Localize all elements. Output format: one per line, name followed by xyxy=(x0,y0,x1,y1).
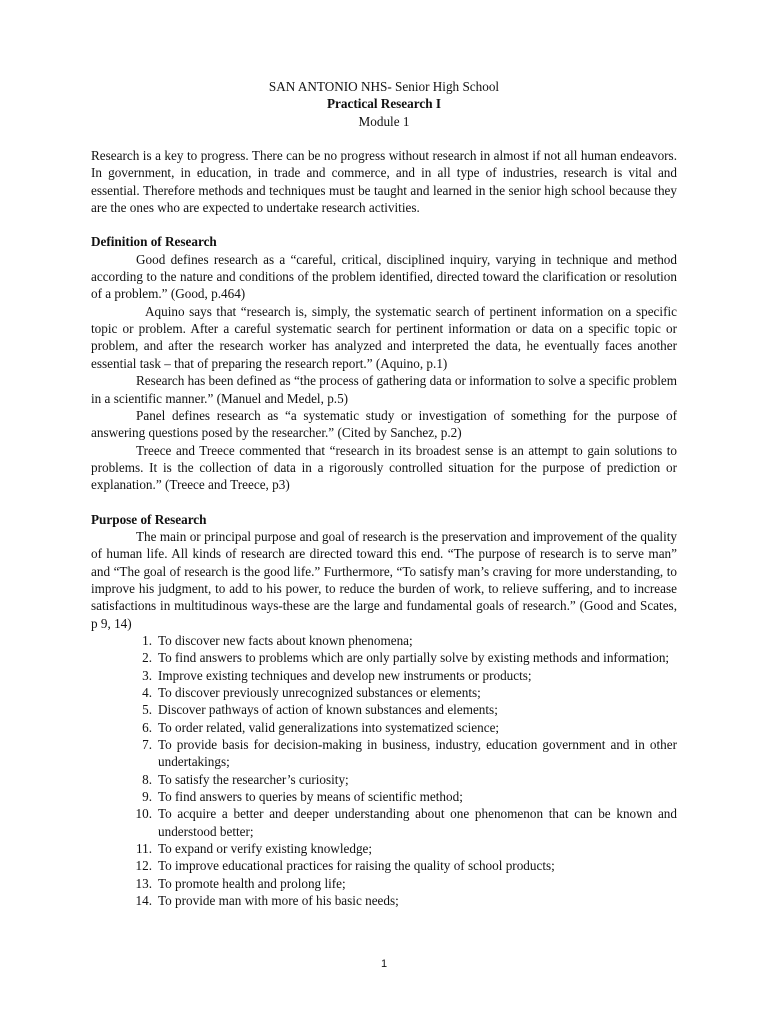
definition-paragraph-good: Good defines research as a “careful, critical, disciplined inquiry, varying in technique and method according to the nature and conditions of the problem identified, directed toward the clarification or resolution of a problem.” (Good, p.464) xyxy=(91,251,677,302)
list-item-text: Discover pathways of action of known substances and elements; xyxy=(158,702,498,718)
list-item-number: 8. xyxy=(142,771,152,787)
document-header xyxy=(91,78,677,130)
list-item-number: 14. xyxy=(135,893,152,909)
list-item-number: 2. xyxy=(142,650,152,666)
list-item-text: To find answers to problems which are only partially solve by existing methods and information; xyxy=(158,650,670,666)
list-item xyxy=(91,701,677,718)
list-item-text: To expand or verify existing knowledge; xyxy=(158,841,373,857)
definition-heading: Definition of Research xyxy=(91,234,217,250)
definition-paragraph-manuel: Research has been defined as “the process of gathering data or information to solve a specific problem in a scientific manner.” (Manuel and Medel, p.5) xyxy=(91,373,677,406)
list-item-number: 1. xyxy=(142,632,152,648)
definition-paragraph-treece: Treece and Treece commented that “research in its broadest sense is an attempt to gain solutions to problems. It is the collection of data in a rigorously controlled situation for the purpose of prediction or explanation.” (Treece and Treece, p3) xyxy=(91,442,677,493)
definition-paragraph-aquino: Aquino says that “research is, simply, the systematic search of pertinent information on a specific topic or problem. After a careful systematic search for pertinent information or data on a specific topic or problem, and after the research worker has analyzed and interpreted the data, he eventually faces another essential task – that of preparing the research report.” (Aquino, p.1) xyxy=(91,303,677,371)
list-item-number: 10. xyxy=(135,806,152,822)
list-item-text: To promote health and prolong life; xyxy=(158,875,346,891)
list-item-text: To order related, valid generalizations into systematized science; xyxy=(158,719,500,735)
list-item xyxy=(91,857,677,874)
purpose-paragraph: The main or principal purpose and goal of research is the preservation and improvement of the quality of human life. All kinds of research are directed toward this end. “The purpose of research is to serve man” and “The goal of research is the good life.” Furthermore, “To satisfy man’s craving for more understanding, to improve his judgment, to add to his power, to reduce the burden of work, to relieve suffering, and to increase satisfactions in multitudinous ways-these are the large and fundamental goals of research.” (Good and Scates, p 9, 14) xyxy=(91,528,677,631)
list-item-number: 6. xyxy=(142,719,152,735)
list-item-text: To provide man with more of his basic needs; xyxy=(158,893,399,909)
list-item-text: To discover new facts about known phenomena; xyxy=(158,632,413,648)
list-item-number: 12. xyxy=(135,858,152,874)
subject-title: Practical Research I xyxy=(326,96,441,112)
list-item xyxy=(91,667,677,684)
intro-paragraph: Research is a key to progress. There can be no progress without research in almost if not all human endeavors. In government, in education, in trade and commerce, and in all type of industries, research is vital and essential. Therefore methods and techniques must be taught and learned in the senior high school because they are the ones who are expected to undertake research activities. xyxy=(91,148,677,216)
list-item-text: To find answers to queries by means of scientific method; xyxy=(158,789,463,805)
list-item xyxy=(91,875,677,892)
list-item-text: To satisfy the researcher’s curiosity; xyxy=(158,771,349,787)
list-item-text: To discover previously unrecognized substances or elements; xyxy=(158,685,481,700)
list-item xyxy=(91,840,677,857)
list-item xyxy=(91,805,677,840)
definition-paragraph-panel: Panel defines research as “a systematic study or investigation of something for the purpose of answering questions posed by the researcher.” (Cited by Sanchez, p.2) xyxy=(91,407,677,441)
list-item xyxy=(91,632,677,649)
list-item xyxy=(91,736,677,771)
list-item-text: To acquire a better and deeper understanding about one phenomenon that can be known and understood better; xyxy=(158,806,677,839)
list-item xyxy=(91,649,677,666)
list-item-text: To improve educational practices for raising the quality of school products; xyxy=(158,858,555,874)
list-item xyxy=(91,719,677,736)
purpose-list xyxy=(91,632,677,910)
list-item xyxy=(91,788,677,805)
list-item-text: Improve existing techniques and develop new instruments or products; xyxy=(158,667,532,683)
list-item-number: 4. xyxy=(142,685,152,700)
list-item-number: 7. xyxy=(142,737,152,753)
list-item-number: 9. xyxy=(142,789,152,805)
list-item-number: 3. xyxy=(142,667,152,683)
module-label: Module 1 xyxy=(358,113,410,129)
list-item-text: To provide basis for decision-making in business, industry, education government and in other undertakings; xyxy=(158,737,677,770)
list-item-number: 13. xyxy=(135,875,152,891)
page-number: 1 xyxy=(380,958,388,970)
school-name: SAN ANTONIO NHS- Senior High School xyxy=(268,79,500,94)
document-page xyxy=(91,78,677,909)
list-item-number: 11. xyxy=(136,841,152,857)
list-item xyxy=(91,892,677,909)
purpose-heading: Purpose of Research xyxy=(91,511,207,527)
list-item xyxy=(91,771,677,788)
list-item xyxy=(91,684,677,701)
list-item-number: 5. xyxy=(142,702,152,718)
